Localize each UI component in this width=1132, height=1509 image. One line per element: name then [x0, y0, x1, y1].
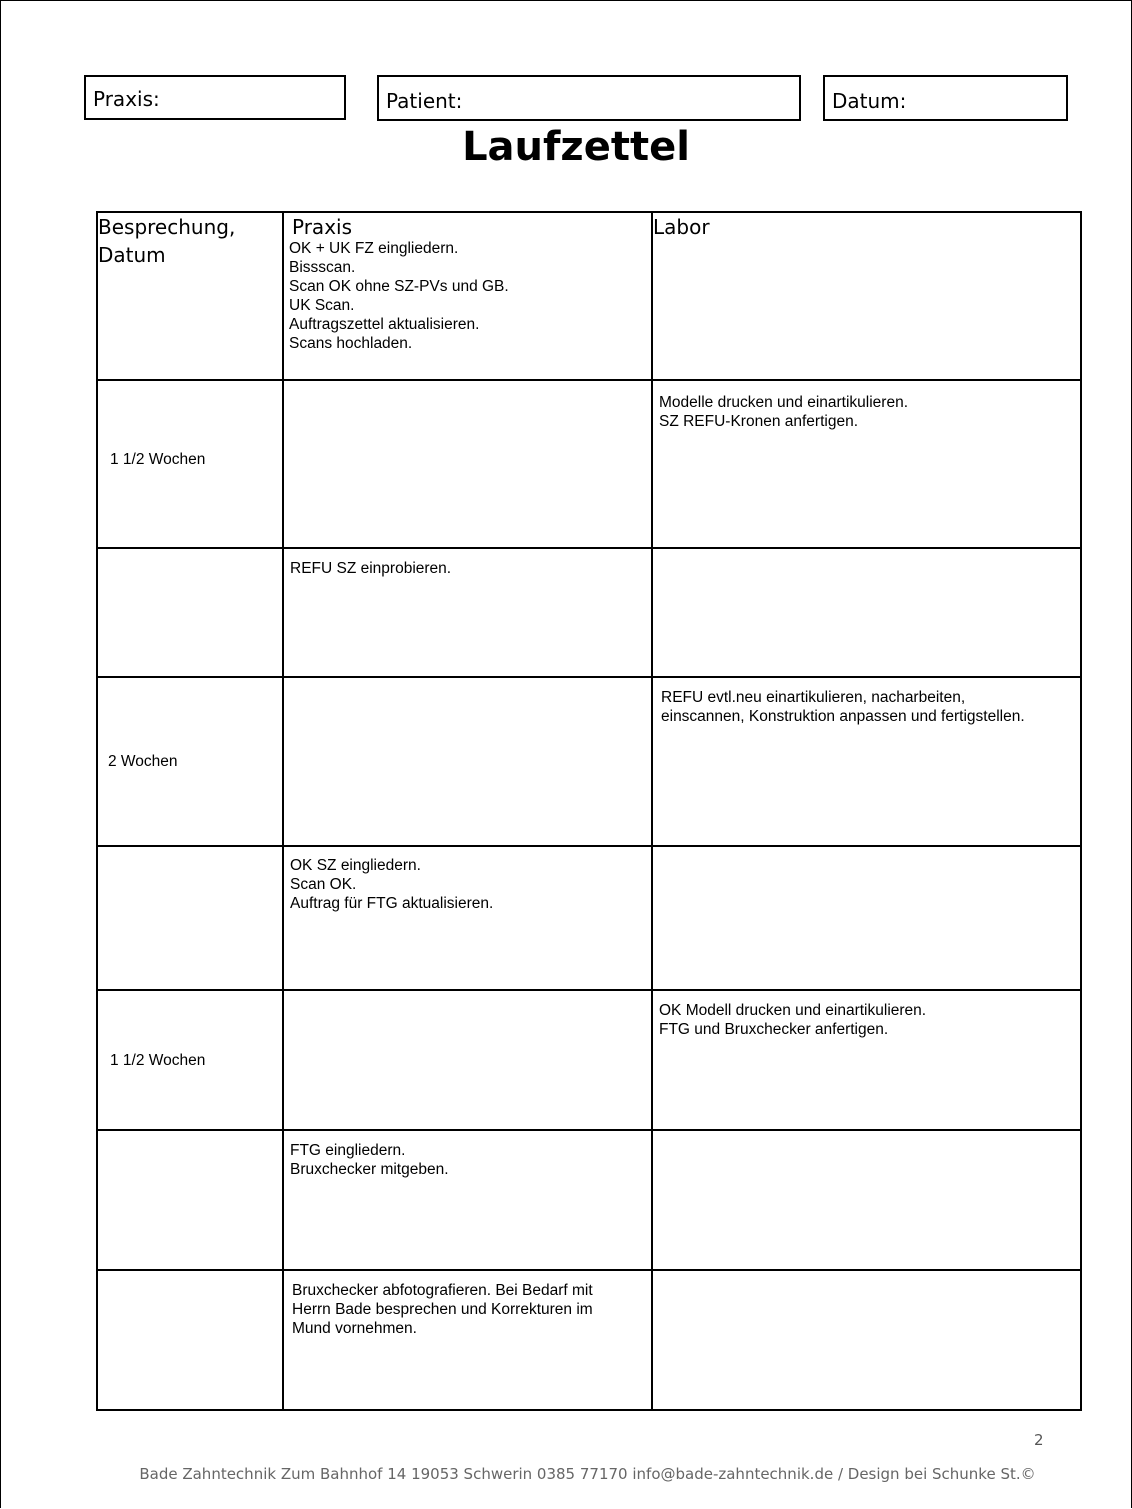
patient-field[interactable]: [377, 75, 801, 121]
date-text: 2 Wochen: [108, 753, 178, 770]
table-row: [97, 380, 1081, 548]
praxis-text: Bruxchecker abfotografieren. Bei Bedarf mit Herrn Bade besprechen und Korrekturen im Mund vornehmen.: [292, 1282, 593, 1337]
header-praxis-text: OK + UK FZ eingliedern. Bissscan. Scan OK ohne SZ-PVs und GB. UK Scan. Auftragszettel aktualisieren. Scans hochladen.: [289, 240, 509, 352]
praxis-cell[interactable]: [283, 846, 652, 990]
labor-text: Modelle drucken und einartikulieren. SZ REFU-Kronen anfertigen.: [659, 394, 909, 430]
praxis-text: [284, 381, 651, 393]
praxis-label: Praxis:: [93, 87, 160, 111]
table-row: [97, 990, 1081, 1130]
date-cell[interactable]: [97, 990, 283, 1130]
column-header-praxis-label: Praxis: [292, 215, 352, 239]
table-row: [97, 1130, 1081, 1270]
date-cell[interactable]: [97, 1270, 283, 1410]
praxis-cell[interactable]: [283, 548, 652, 677]
labor-cell[interactable]: [652, 1270, 1081, 1410]
labor-text: REFU evtl.neu einartikulieren, nacharbeiten, einscannen, Konstruktion anpassen und fertigstellen.: [661, 689, 1025, 725]
page-number: 2: [1034, 1431, 1044, 1449]
praxis-text: OK SZ eingliedern. Scan OK. Auftrag für FTG aktualisieren.: [290, 857, 494, 912]
date-cell[interactable]: [97, 846, 283, 990]
date-text: 1 1/2 Wochen: [110, 450, 206, 468]
column-header-labor-label: Labor: [653, 215, 710, 239]
date-text: 1 1/2 Wochen: [110, 1051, 206, 1069]
praxis-cell[interactable]: [283, 990, 652, 1130]
table-header-row: [97, 212, 1081, 380]
labor-cell[interactable]: [652, 380, 1081, 548]
column-header-praxis: [283, 212, 652, 380]
praxis-field[interactable]: [84, 75, 346, 120]
page-footer: Bade Zahntechnik Zum Bahnhof 14 19053 Schwerin 0385 77170 info@bade-zahntechnik.de / Design bei Schunke St.©: [139, 1465, 1036, 1483]
column-header-besprechung-label: Besprechung, Datum: [98, 215, 236, 267]
date-cell[interactable]: [97, 548, 283, 677]
column-header-besprechung: [97, 212, 283, 380]
labor-cell[interactable]: [652, 846, 1081, 990]
date-cell[interactable]: [97, 677, 283, 846]
table-row: [97, 846, 1081, 990]
table-row: [97, 548, 1081, 677]
patient-label: Patient:: [386, 89, 463, 113]
table-row: [97, 677, 1081, 846]
praxis-cell[interactable]: [283, 1270, 652, 1410]
labor-cell[interactable]: [652, 677, 1081, 846]
labor-text: OK Modell drucken und einartikulieren. FTG und Bruxchecker anfertigen.: [659, 1002, 927, 1038]
date-cell[interactable]: [97, 1130, 283, 1270]
laufzettel-table: [96, 211, 1082, 1411]
page-title: Laufzettel: [462, 124, 690, 170]
praxis-text: REFU SZ einprobieren.: [290, 560, 452, 577]
praxis-text: FTG eingliedern. Bruxchecker mitgeben.: [290, 1142, 449, 1178]
praxis-cell[interactable]: [283, 677, 652, 846]
labor-cell[interactable]: [652, 990, 1081, 1130]
table-row: [97, 1270, 1081, 1410]
labor-cell[interactable]: [652, 548, 1081, 677]
column-header-labor: [652, 212, 1081, 380]
date-cell[interactable]: [97, 380, 283, 548]
datum-label: Datum:: [832, 89, 907, 113]
praxis-cell[interactable]: [283, 380, 652, 548]
labor-cell[interactable]: [652, 1130, 1081, 1270]
praxis-cell[interactable]: [283, 1130, 652, 1270]
datum-field[interactable]: [823, 75, 1068, 121]
